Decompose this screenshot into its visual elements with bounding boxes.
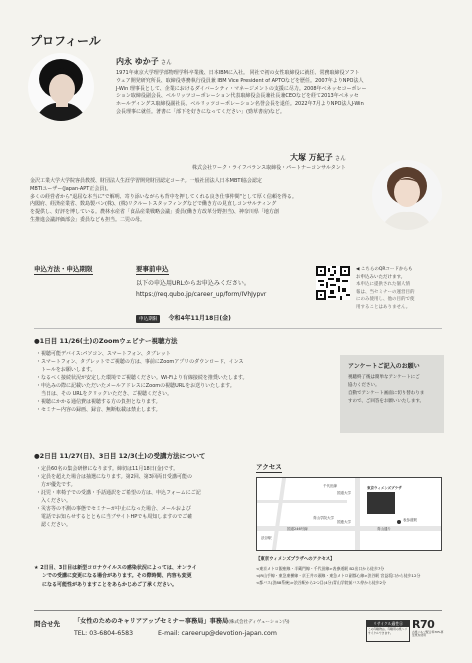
access-map: 千代田線 国道大学 東京ウィメンズプラザ 青山学院大学 国連大学 表参道駅 渋谷駅 青山通り 国道246号線 [256,477,442,551]
apply-url[interactable]: https://req.qubo.jp/career_up/form/IVhJypvr [136,291,267,298]
person1-bio: 1971年東京大学理学部物理学科卒業後、日本IBMに入社。 同社で初の女性取締役に就任、常務取締役ソフト ウェア開発研究所長、取締役専務執行役員兼 IBM Vice President of APTOなどを歴任。2007年よりNPO法人 J-Win 理事長として、企業におけるダイバーシティ・マネージメントの支援に尽力。2008年ベネッセコーポレー ション取締役副会長、ベルリッツコーポレーション代表取締役会長兼社長兼CEOなどを経て2013年ベネッセ ホールディングス取締役副社長、ベルリッツコーポレーション名誉会長を退任。2022年7月よりNPO法人J-Win 会長理事に就任。著書に「部下を好きになってください」(勁草書房)など。 [116,70,367,115]
person1-photo [28,53,94,121]
person1-name: 内永 ゆか子 さん [116,57,172,66]
contact-tel[interactable]: TEL: 03-6804-6583 [74,630,134,637]
day1-heading: ●1日目 11/26(土)のZoomウェビナー視聴方法 [34,337,178,345]
person2-title: 株式会社ワーク・ライフバランス取締役・パートナーコンサルタント [192,165,346,171]
day2-heading: ●2日目 11/27(日)、3日目 12/3(土)の受講方法について [34,452,206,460]
list-item: ・視聴可能デバイス:パソコン、スマートフォン、タブレット [36,351,171,357]
list-item: 認ください。 [36,522,72,528]
apply-heading: 申込方法・申込期限 [34,265,93,273]
person2-bio: 金沢工業大学大学院客員教授、財団法人生涯学習開発財団認定コーチ。一般社団法人日本MBTI協会認定 MBTIユーザー(Japan-APT正会員)。 多くの経営者から"退屈な本当に"で解明、寄り添いながらも背中を押してくれる良き仕事仲間"として厚く信頼を得る。 内閣府、経済産業省、数島製バン(株)、(株)リクルートスタッフィングなどで働き方の見直しコンサルティング を提供し、好評を博している。農林水産省「食品産業戦略会議」委員(働き方改革分野担当)、神奈川県「地方創 生推進会議評価部会」委員なども担当。二児の母。 [30,178,297,223]
day1-list [36,350,248,414]
access-lines: <東京メトロ銀座線・半蔵門線・千代田線>表参道駅 B2出口から徒歩7分 <JR山手線・東急東横線・京王井の頭線・東急メトロ副都心線>渋谷駅 宮益坂口から徒歩12分 <都バス(渋88系統)>渋谷駅から2つ目(4分)青山学院前バス停から徒歩2分 [256,566,421,585]
list-item: 電話でお知らせするとともに当ブサイトHPでも周知しますのでご確 [36,514,193,520]
list-item: 当日は、その URLをクリックいただき、ご視聴ください。 [36,391,173,397]
deadline [136,305,231,324]
deadline-tag: 申込期限 [136,315,160,323]
contact-label: 問合せ先 [34,620,60,628]
list-item: ・託児・車椅子での受講・手話通訳をご希望の方は、申込フォームにご記 [36,490,201,496]
profile-heading: プロフィール [30,34,101,48]
r70-mark: R70 古紙パルプ配合率70%再生紙を使用 [412,618,444,638]
qr-note: ◀ こちらのQRコードからも お申込みいただけます。 本申込に提供された個人情 報は、当セミナーの運営目的 にのみ使用し、他の目的で使 用することはありません。 [356,267,415,310]
list-item: ・なるべく接続状況が安定した環境でご視聴ください。Wi-Fiより有線接続を推奨いたします。 [36,375,248,381]
list-item: ・視聴にかかる通信費は視聴する方の負担となります。 [36,399,161,405]
divider [34,610,442,611]
list-item: 入ください。 [36,498,72,504]
recycle-mark: リサイクル適性Ⓐ この印刷物は、印刷用の紙へリサイクルできます。 [366,620,410,642]
list-item: ・定員を超えた場合は抽選になります。第2回、第3回両日受講可能の [36,474,192,480]
survey-box [340,355,444,433]
apply-subheading: 要事前申込 [136,265,169,273]
access-caption: 【東京ウィメンズプラザへのアクセス】 [256,557,335,562]
survey-heading: アンケートご記入のお願い [348,363,420,370]
qr-code[interactable] [316,266,350,300]
divider [34,328,442,329]
list-item: ・定員60名の集会研修になります。締切は11月18日(金)です。 [36,466,179,472]
list-item: トールをお願いします。 [36,367,96,373]
person2-name: 大塚 万紀子 さん [290,153,346,162]
deadline-date: 令和4年11月18日(金) [168,315,231,322]
day2-list [36,465,201,529]
contact-email[interactable]: E-mail: careerup@devotion-japan.com [158,630,277,637]
list-item: ・申込みの際に記載いただいたメールアドレスにZoomの視聴URLをお送りいたします。 [36,383,235,389]
person2-photo [372,160,442,230]
list-item: ・セミナー内容の録画、録音、無断転載は禁止します。 [36,407,161,413]
survey-text: 視聴終了後は簡単なアンケートにご 協力ください。 自動でアンケート画面に切り替わりま すので、ご回答をお願いいたします。 [348,375,425,404]
list-item: ・スマートフォン、タブレットでご視聴の方は、事前にZoomアプリのダウンロード、インス [36,359,244,365]
contact-org: 「女性のためのキャリアアップセミナー事務局」事務局(株式会社ディヴェーション内) [74,618,290,625]
list-item: ・災害等の不測の事態でセミナーが中止になった場合、メールおよび [36,506,191,512]
list-item: 方が優先です。 [36,482,76,488]
apply-line1: 以下の申込用URLからお申込みください。 [136,280,250,287]
access-heading: アクセス [256,463,282,471]
notice: ★ 2日目、3日目は新型コロナウイルスの感染状況によっては、オンライ ンでの受講に変更になる場合があります。その際時間、内容も変更 になる可能性がありますことをあらかじめご了承ください。 [34,565,197,588]
